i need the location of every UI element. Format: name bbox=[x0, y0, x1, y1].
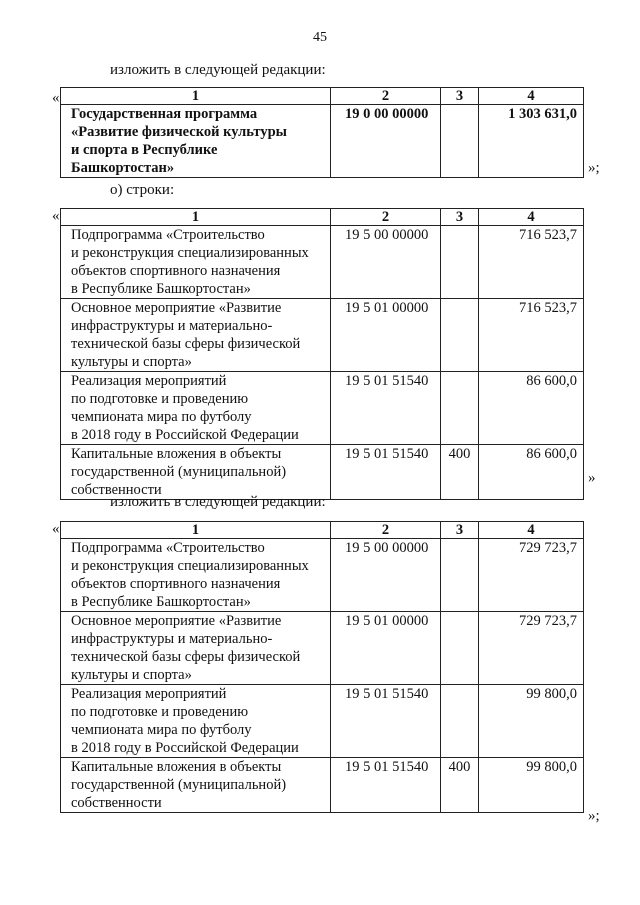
table-header-row bbox=[61, 209, 584, 226]
quote-open-2: « bbox=[52, 208, 60, 224]
row-code: 19 5 00 00000 bbox=[331, 539, 441, 612]
quote-open-1: « bbox=[52, 90, 60, 106]
col-header-4: 4 bbox=[479, 522, 584, 539]
row-amount: 86 600,0 bbox=[479, 445, 584, 500]
col-header-4: 4 bbox=[479, 209, 584, 226]
intro-text-second: изложить в следующей редакции: bbox=[110, 494, 326, 510]
table-header-row bbox=[61, 522, 584, 539]
row-code: 19 5 00 00000 bbox=[331, 226, 441, 299]
col-header-3: 3 bbox=[441, 88, 479, 105]
row-code: 19 5 01 00000 bbox=[331, 612, 441, 685]
table-program bbox=[60, 87, 584, 178]
table-row bbox=[61, 299, 584, 372]
quote-close-1: »; bbox=[588, 160, 600, 176]
col-header-3: 3 bbox=[441, 522, 479, 539]
row-name: Реализация мероприятий по подготовке и проведению чемпионата мира по футболу в 2018 году в Российской Федерации bbox=[71, 373, 299, 443]
row-amount: 716 523,7 bbox=[479, 299, 584, 372]
table-row bbox=[61, 612, 584, 685]
row-vr bbox=[441, 226, 479, 299]
col-header-1: 1 bbox=[61, 522, 331, 539]
row-name: Подпрограмма «Строительство и реконструкция специализированных объектов спортивного назначения в Республике Башкортостан» bbox=[71, 227, 309, 297]
table-row bbox=[61, 372, 584, 445]
row-code: 19 5 01 51540 bbox=[331, 372, 441, 445]
row-vr bbox=[441, 372, 479, 445]
table-row bbox=[61, 539, 584, 612]
table-rows-new bbox=[60, 521, 584, 813]
table-rows-old bbox=[60, 208, 584, 500]
col-header-1: 1 bbox=[61, 209, 331, 226]
section-o-label: о) строки: bbox=[110, 182, 175, 198]
row-name: Подпрограмма «Строительство и реконструкция специализированных объектов спортивного назначения в Республике Башкортостан» bbox=[71, 540, 309, 610]
row-vr bbox=[441, 299, 479, 372]
row-vr bbox=[441, 612, 479, 685]
row-amount: 729 723,7 bbox=[479, 539, 584, 612]
row-code: 19 5 01 00000 bbox=[331, 299, 441, 372]
row-vr bbox=[441, 685, 479, 758]
col-header-1: 1 bbox=[61, 88, 331, 105]
row-code: 19 5 01 51540 bbox=[331, 445, 441, 500]
table-row bbox=[61, 226, 584, 299]
row-amount: 716 523,7 bbox=[479, 226, 584, 299]
row-amount: 99 800,0 bbox=[479, 758, 584, 813]
intro-text-first: изложить в следующей редакции: bbox=[110, 62, 326, 78]
row-vr bbox=[441, 105, 479, 178]
row-amount: 86 600,0 bbox=[479, 372, 584, 445]
page-number: 45 bbox=[313, 30, 327, 45]
table-row bbox=[61, 685, 584, 758]
row-amount: 729 723,7 bbox=[479, 612, 584, 685]
col-header-2: 2 bbox=[331, 522, 441, 539]
row-code: 19 0 00 00000 bbox=[331, 105, 441, 178]
row-name: Капитальные вложения в объекты государственной (муниципальной) собственности bbox=[71, 759, 287, 811]
col-header-2: 2 bbox=[331, 88, 441, 105]
table-header-row bbox=[61, 88, 584, 105]
row-name: Основное мероприятие «Развитие инфраструктуры и материально- технической базы сферы физической культуры и спорта» bbox=[71, 613, 301, 683]
row-vr: 400 bbox=[441, 758, 479, 813]
col-header-2: 2 bbox=[331, 209, 441, 226]
table-row bbox=[61, 445, 584, 500]
row-vr: 400 bbox=[441, 445, 479, 500]
quote-close-3: »; bbox=[588, 808, 600, 824]
quote-open-3: « bbox=[52, 521, 60, 537]
row-name: Капитальные вложения в объекты государственной (муниципальной) собственности bbox=[71, 446, 287, 498]
row-code: 19 5 01 51540 bbox=[331, 758, 441, 813]
table-row bbox=[61, 105, 584, 178]
row-amount: 99 800,0 bbox=[479, 685, 584, 758]
col-header-4: 4 bbox=[479, 88, 584, 105]
quote-close-2: » bbox=[588, 470, 596, 486]
row-amount: 1 303 631,0 bbox=[479, 105, 584, 178]
row-name: Государственная программа «Развитие физической культуры и спорта в Республике Башкортостан» bbox=[71, 106, 287, 176]
col-header-3: 3 bbox=[441, 209, 479, 226]
row-name: Основное мероприятие «Развитие инфраструктуры и материально- технической базы сферы физической культуры и спорта» bbox=[71, 300, 301, 370]
row-vr bbox=[441, 539, 479, 612]
table-row bbox=[61, 758, 584, 813]
row-code: 19 5 01 51540 bbox=[331, 685, 441, 758]
row-name: Реализация мероприятий по подготовке и проведению чемпионата мира по футболу в 2018 году в Российской Федерации bbox=[71, 686, 299, 756]
